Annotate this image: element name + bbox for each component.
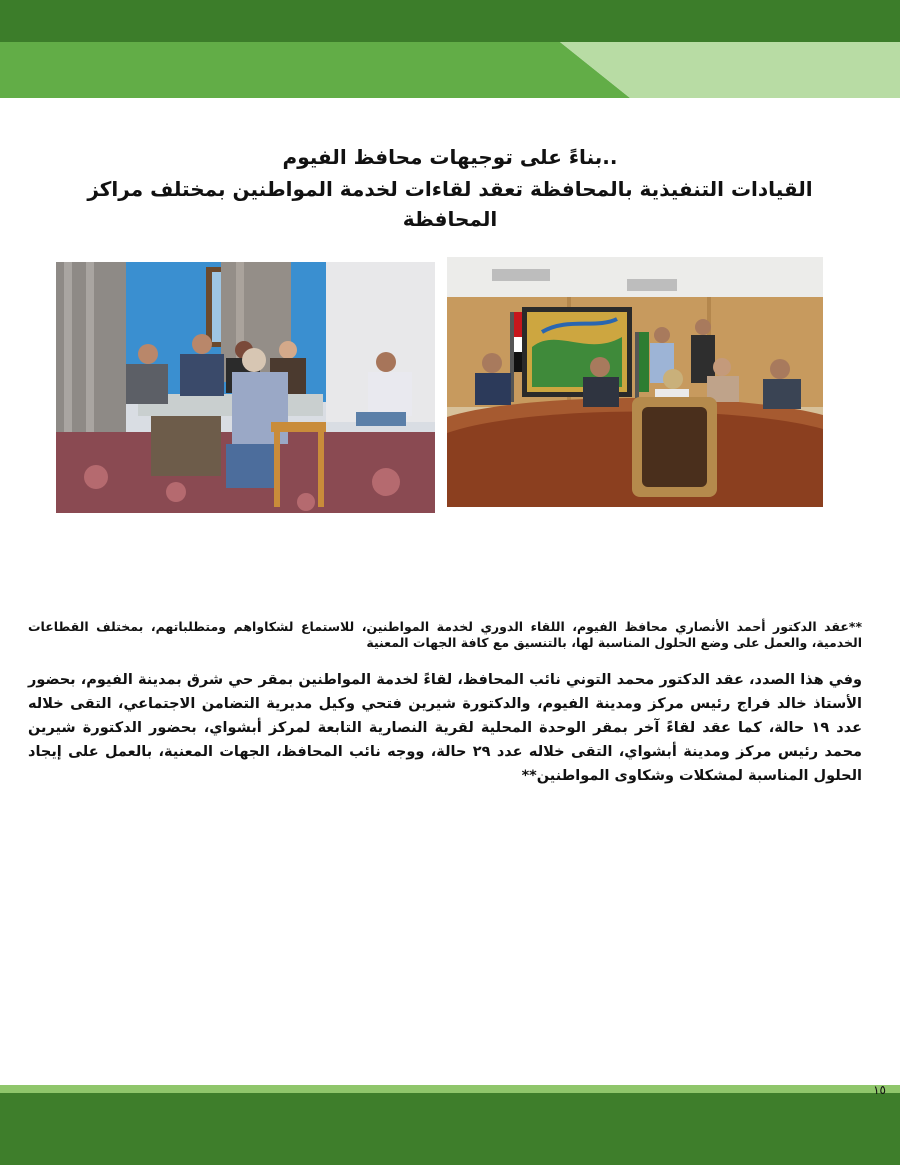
footer-band <box>0 1085 900 1165</box>
headline-line-1: ..بناءً على توجيهات محافظ الفيوم <box>282 145 618 169</box>
header-band-stripes <box>0 0 900 98</box>
article-paragraph-2: وفي هذا الصدد، عقد الدكتور محمد التوني نائب المحافظ، لقاءً لخدمة المواطنين بمقر حي شرق بمدينة الفيوم، بحضور الأستاذ خالد فراج رئيس مركز ومدينة الفيوم، والدكتورة شيرين فتحي وكيل مديرية التضامن الاجتماعي، التقى خلاله عدد ١٩ حالة، كما عقد لقاءً آخر بمقر الوحدة المحلية لقرية النصارية التابعة لمركز أبشواي، بحضور الدكتورة شيرين محمد رئيس مركز ومدينة أبشواي، التقى خلاله عدد ٢٩ حالة، ووجه نائب المحافظ، الجهات المعنية، بالعمل على إيجاد الحلول المناسبة لمشكلات وشكاوى المواطنين** <box>28 672 862 784</box>
article-paragraph-1: **عقد الدكتور أحمد الأنصاري محافظ الفيوم، اللقاء الدوري لخدمة المواطنين، للاستماع لشكاواهم ومتطلباتهم، بمختلف القطاعات الخدمية، والعمل على وضع الحلول المناسبة لها، بالتنسيق مع كافة الجهات المعنية <box>28 619 862 650</box>
citizen-meeting-office-photo <box>56 262 435 513</box>
header-band <box>0 0 900 98</box>
page-number: ١٥ <box>873 1083 886 1097</box>
footer-band-light-stripe <box>0 1085 900 1093</box>
headline-line-2: القيادات التنفيذية بالمحافظة تعقد لقاءات لخدمة المواطنين بمختلف مراكز المحافظة <box>87 177 813 231</box>
governorate-meeting-hall-photo <box>447 257 823 507</box>
